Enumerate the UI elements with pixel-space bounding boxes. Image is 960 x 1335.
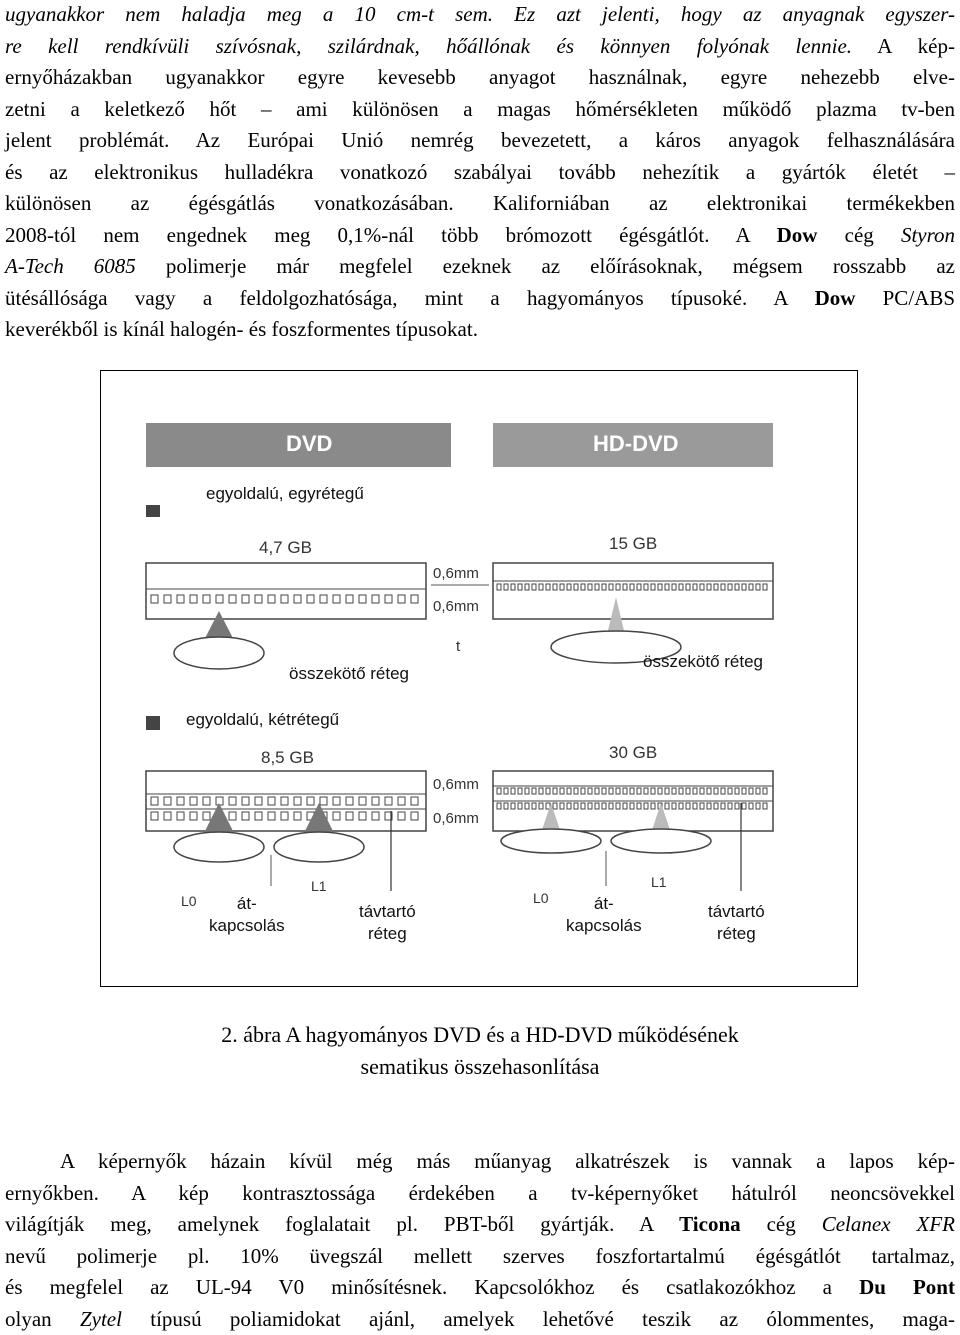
disc-pit: [560, 584, 564, 590]
disc-pit: [651, 584, 655, 590]
disc-pit: [602, 584, 606, 590]
text-line: ugyanakkor nem haladja meg a 10 cm-t sem. Ez azt jelenti, hogy az anyagnak egyszer-: [5, 2, 955, 26]
disc-pit: [359, 595, 366, 603]
disc-pit: [602, 788, 606, 794]
disc-pit: [546, 584, 550, 590]
disc-pit: [749, 803, 753, 809]
disc-pit: [574, 788, 578, 794]
disc-pit: [721, 803, 725, 809]
spacer-label-right: távtartó réteg: [708, 902, 765, 943]
text-line: világítják meg, amelynek foglalatait pl. PBT-ből gyártják. A Ticona cég Celanex XFR: [5, 1212, 955, 1236]
disc-pit: [630, 584, 634, 590]
disc-pit: [511, 788, 515, 794]
disc-pit: [588, 788, 592, 794]
dvd-dual-capacity: 8,5 GB: [261, 748, 314, 767]
disc-pit: [763, 788, 767, 794]
disc-pit: [574, 803, 578, 809]
disc-pit: [346, 797, 353, 805]
disc-pit: [504, 788, 508, 794]
disc-pit: [511, 803, 515, 809]
disc-pit: [216, 797, 223, 805]
disc-pit: [359, 812, 366, 820]
disc-pit: [581, 584, 585, 590]
switch-label-right: át- kapcsolás: [566, 894, 642, 935]
disc-pit: [151, 812, 158, 820]
disc-pit: [532, 584, 536, 590]
disc-pit: [581, 803, 585, 809]
disc-pit: [497, 803, 501, 809]
disc-pit: [532, 788, 536, 794]
disc-pit: [281, 797, 288, 805]
bond-layer-label-left: összekötő réteg: [289, 664, 410, 683]
disc-pit: [616, 584, 620, 590]
disc-pit: [749, 788, 753, 794]
disc-pit: [756, 788, 760, 794]
disc-pit: [560, 803, 564, 809]
disc-pit: [372, 812, 379, 820]
disc-pit: [518, 803, 522, 809]
disc-pit: [672, 788, 676, 794]
disc-pit: [511, 584, 515, 590]
disc-pit: [735, 788, 739, 794]
disc-pit: [749, 584, 753, 590]
disc-pit: [504, 803, 508, 809]
disc-pit: [525, 788, 529, 794]
disc-pit: [567, 584, 571, 590]
disc-pit: [588, 584, 592, 590]
dvd-single-disc: [146, 563, 426, 619]
text-line: olyan Zytel típusú poliamidokat ajánl, amelyek lehetővé teszik az ólommentes, maga-: [5, 1306, 956, 1331]
disc-pit: [609, 803, 613, 809]
disc-pit: [190, 595, 197, 603]
disc-pit: [398, 812, 405, 820]
disc-pit: [532, 803, 536, 809]
disc-pit: [539, 788, 543, 794]
disc-pit: [320, 797, 327, 805]
text-line: A képernyők házain kívül még más műanyag alkatrészek is vannak a lapos kép-: [60, 1149, 955, 1173]
bullet-square: [146, 505, 160, 517]
text-line: ütésállósága vagy a feldolgozhatósága, mint a hagyományos típusoké. A Dow PC/ABS: [5, 285, 956, 310]
lens: [611, 829, 711, 853]
disc-pit: [693, 803, 697, 809]
disc-pit: [190, 797, 197, 805]
disc-pit: [700, 584, 704, 590]
lens: [174, 832, 264, 862]
disc-pit: [609, 584, 613, 590]
text-line: különösen az égésgátlás vonatkozásában. Kaliforniában az elektronikai termékekben: [5, 191, 955, 215]
dvd-dual-disc: [146, 771, 426, 831]
disc-pit: [693, 584, 697, 590]
disc-pit: [707, 803, 711, 809]
disc-pit: [665, 584, 669, 590]
disc-pit: [672, 584, 676, 590]
disc-pit: [281, 812, 288, 820]
disc-pit: [151, 595, 158, 603]
disc-pit: [658, 584, 662, 590]
disc-pit: [190, 812, 197, 820]
hddvd-dual-disc: [493, 771, 773, 831]
thickness-label: 0,6mm: [433, 810, 479, 827]
disc-pit: [623, 788, 627, 794]
disc-pit: [255, 812, 262, 820]
disc-pit: [255, 595, 262, 603]
disc-pit: [203, 797, 210, 805]
disc-pit: [177, 797, 184, 805]
thickness-label: 0,6mm: [433, 776, 479, 793]
disc-pit: [679, 584, 683, 590]
caption-line-1: 2. ábra A hagyományos DVD és a HD-DVD működésének: [221, 1022, 739, 1047]
disc-pit: [560, 788, 564, 794]
disc-pit: [581, 788, 585, 794]
disc-pit: [630, 788, 634, 794]
disc-pit: [637, 803, 641, 809]
caption-line-2: sematikus összehasonlítása: [360, 1054, 600, 1079]
disc-pit: [539, 803, 543, 809]
disc-pit: [742, 788, 746, 794]
pit-row: [151, 595, 418, 603]
disc-pit: [216, 595, 223, 603]
disc-pit: [616, 788, 620, 794]
disc-pit: [742, 584, 746, 590]
disc-pit: [644, 584, 648, 590]
disc-pit: [672, 803, 676, 809]
disc-pit: [602, 803, 606, 809]
lens: [274, 832, 364, 862]
disc-pit: [721, 584, 725, 590]
disc-pit: [411, 797, 418, 805]
disc-pit: [151, 797, 158, 805]
disc-pit: [307, 797, 314, 805]
text-line: ernyőházakban ugyanakkor egyre kevesebb anyagot használnak, egyre nehezebb elve-: [5, 65, 955, 89]
text-line: és az elektronikus hulladékra vonatkozó szabályai tovább nehezítik a gyártók életét –: [5, 159, 955, 184]
disc-pit: [623, 803, 627, 809]
disc-pit: [679, 803, 683, 809]
figure-caption: [0, 1019, 960, 1083]
t-label: t: [456, 638, 461, 655]
disc-pit: [651, 788, 655, 794]
disc-pit: [637, 584, 641, 590]
disc-pit: [707, 584, 711, 590]
disc-pit: [294, 797, 301, 805]
disc-pit: [595, 584, 599, 590]
disc-pit: [177, 595, 184, 603]
disc-pit: [728, 803, 732, 809]
disc-pit: [359, 797, 366, 805]
disc-pit: [164, 812, 171, 820]
disc-pit: [665, 803, 669, 809]
disc-pit: [721, 788, 725, 794]
disc-pit: [714, 584, 718, 590]
body-paragraph-2: [5, 1146, 955, 1335]
disc-pit: [504, 584, 508, 590]
disc-pit: [553, 584, 557, 590]
disc-pit: [333, 812, 340, 820]
disc-pit: [398, 595, 405, 603]
hddvd-title: HD-DVD: [593, 431, 679, 456]
disc-pit: [609, 788, 613, 794]
text-line: re kell rendkívüli szívósnak, szilárdnak, hőállónak és könnyen folyónak lennie. A kép-: [5, 33, 955, 58]
disc-pit: [255, 797, 262, 805]
disc-pit: [728, 788, 732, 794]
hddvd-single-capacity: 15 GB: [609, 534, 658, 553]
disc-pit: [714, 788, 718, 794]
single-layer-label: egyoldalú, egyrétegű: [206, 484, 364, 503]
disc-pit: [630, 803, 634, 809]
disc-pit: [346, 595, 353, 603]
disc-pit: [686, 803, 690, 809]
disc-pit: [242, 797, 249, 805]
disc-pit: [539, 584, 543, 590]
text-line: zetni a keletkező hőt – ami különösen a magas hőmérsékleten működő plazma tv-ben: [5, 96, 955, 121]
lens: [174, 637, 264, 669]
disc-pit: [307, 595, 314, 603]
switch-label-left: át- kapcsolás: [209, 894, 285, 935]
disc-pit: [763, 803, 767, 809]
disc-pit: [567, 788, 571, 794]
bond-layer-label-right: összekötő réteg: [643, 652, 764, 671]
disc-pit: [700, 788, 704, 794]
disc-pit: [372, 595, 379, 603]
layer-l0-label: L0: [181, 893, 197, 909]
disc-pit: [735, 803, 739, 809]
disc-pit: [763, 584, 767, 590]
disc-pit: [686, 788, 690, 794]
disc-pit: [497, 788, 501, 794]
disc-pit: [268, 812, 275, 820]
disc-pit: [281, 595, 288, 603]
disc-pit: [229, 797, 236, 805]
hddvd-single-disc: [493, 563, 773, 619]
disc-pit: [229, 595, 236, 603]
disc-pit: [595, 803, 599, 809]
spacer-label-left: távtartó réteg: [359, 902, 416, 943]
disc-pit: [333, 595, 340, 603]
dvd-title: DVD: [286, 431, 333, 456]
text-line: nevű polimerje pl. 10% üvegszál mellett szerves foszfortartalmú égésgátlót tartalmaz,: [5, 1243, 955, 1268]
dvd-single-capacity: 4,7 GB: [259, 538, 312, 557]
disc-pit: [553, 803, 557, 809]
disc-pit: [518, 788, 522, 794]
disc-pit: [372, 797, 379, 805]
disc-pit: [268, 797, 275, 805]
text-line: ernyőkben. A kép kontrasztossága érdekében a tv-képernyőket hátulról neoncsövekkel: [5, 1180, 955, 1205]
disc-pit: [333, 797, 340, 805]
layer-l0-label: L0: [533, 890, 549, 906]
hddvd-dual-capacity: 30 GB: [609, 743, 658, 762]
disc-pit: [644, 788, 648, 794]
disc-pit: [707, 788, 711, 794]
disc-pit: [728, 584, 732, 590]
disc-pit: [411, 595, 418, 603]
disc-pit: [756, 803, 760, 809]
disc-pit: [525, 584, 529, 590]
thickness-label: 0,6mm: [433, 598, 479, 615]
pit-row: [497, 788, 767, 809]
dvd-hddvd-figure: [100, 370, 858, 987]
text-line: keverékből is kínál halogén- és foszformentes típusokat.: [5, 317, 478, 341]
text-line: és megfelel az UL-94 V0 minősítésnek. Kapcsolókhoz és csatlakozókhoz a Du Pont: [5, 1275, 955, 1299]
disc-pit: [385, 797, 392, 805]
disc-pit: [242, 812, 249, 820]
lens: [501, 829, 601, 853]
disc-pit: [658, 788, 662, 794]
text-line: A-Tech 6085 polimerje már megfelel ezeknek az előírásoknak, mégsem rosszabb az: [5, 254, 955, 278]
disc-pit: [700, 803, 704, 809]
disc-pit: [651, 803, 655, 809]
disc-pit: [595, 788, 599, 794]
disc-pit: [616, 803, 620, 809]
dual-layer-label: egyoldalú, kétrétegű: [186, 710, 340, 729]
disc-pit: [518, 584, 522, 590]
disc-pit: [553, 788, 557, 794]
disc-pit: [686, 584, 690, 590]
disc-pit: [268, 595, 275, 603]
disc-pit: [203, 812, 210, 820]
disc-pit: [546, 788, 550, 794]
disc-pit: [574, 584, 578, 590]
disc-pit: [177, 812, 184, 820]
disc-pit: [164, 797, 171, 805]
disc-pit: [346, 812, 353, 820]
thickness-label: 0,6mm: [433, 565, 479, 582]
disc-pit: [294, 595, 301, 603]
bullet-square: [146, 716, 160, 730]
text-line: jelent problémát. Az Európai Unió nemrég bevezetett, a káros anyagok felhasználására: [5, 128, 955, 152]
disc-pit: [693, 788, 697, 794]
disc-pit: [588, 803, 592, 809]
disc-pit: [567, 803, 571, 809]
disc-pit: [679, 788, 683, 794]
disc-pit: [242, 595, 249, 603]
disc-pit: [714, 803, 718, 809]
disc-pit: [164, 595, 171, 603]
disc-pit: [742, 803, 746, 809]
text-line: 2008-tól nem engednek meg 0,1%-nál több brómozott égésgátlót. A Dow cég Styron: [5, 222, 955, 247]
disc-pit: [294, 812, 301, 820]
disc-pit: [637, 788, 641, 794]
disc-pit: [385, 595, 392, 603]
disc-pit: [525, 803, 529, 809]
disc-pit: [411, 812, 418, 820]
disc-pit: [320, 595, 327, 603]
disc-pit: [644, 803, 648, 809]
disc-pit: [623, 584, 627, 590]
layer-l1-label: L1: [311, 878, 327, 894]
disc-pit: [756, 584, 760, 590]
disc-pit: [398, 797, 405, 805]
disc-pit: [203, 595, 210, 603]
body-paragraph-1: [5, 0, 955, 346]
disc-pit: [229, 812, 236, 820]
disc-pit: [665, 788, 669, 794]
pit-row: [497, 584, 767, 590]
disc-pit: [497, 584, 501, 590]
layer-l1-label: L1: [651, 874, 667, 890]
disc-pit: [735, 584, 739, 590]
